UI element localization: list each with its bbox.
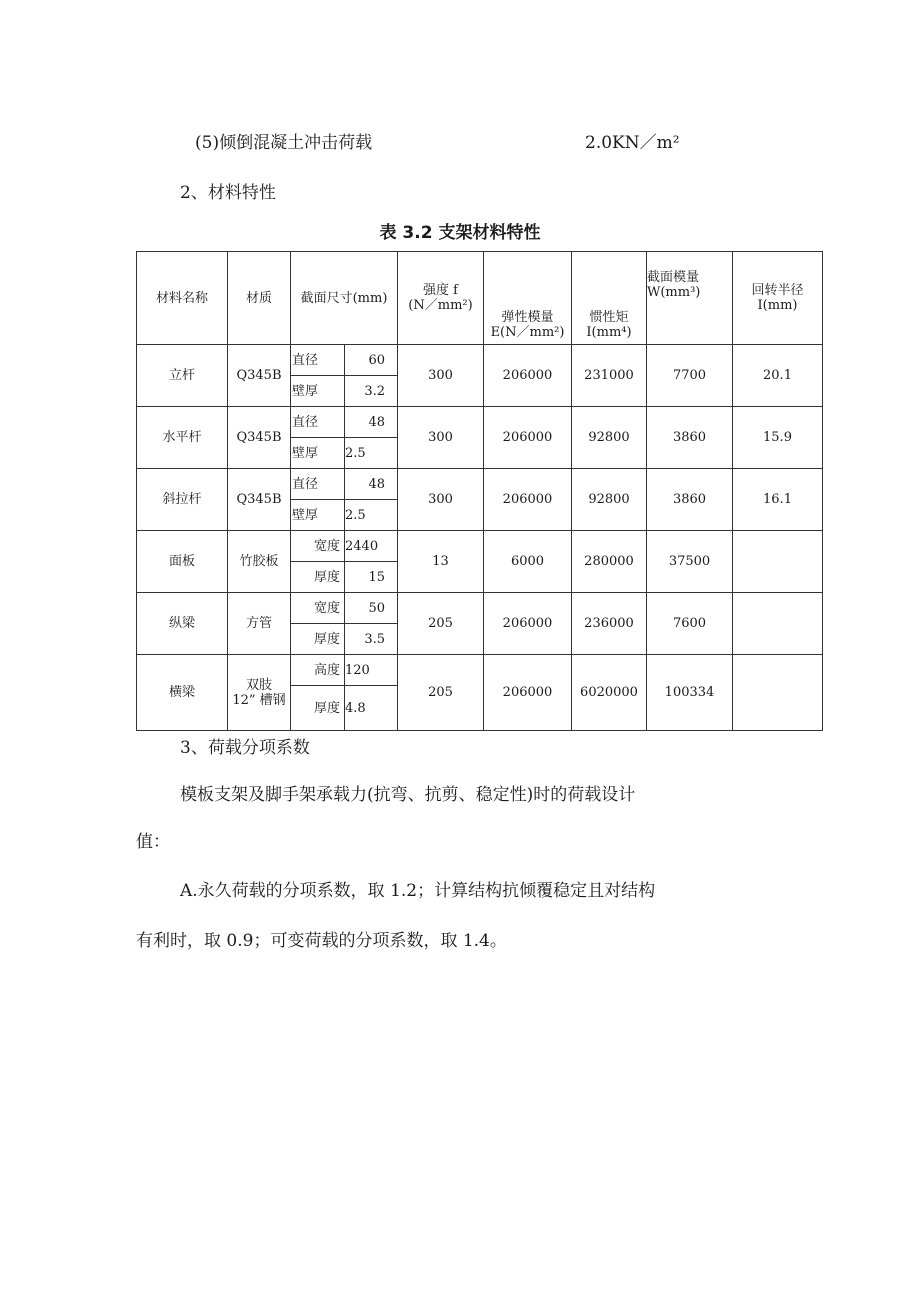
row-material: 方管 bbox=[228, 593, 291, 655]
row-radius bbox=[733, 531, 823, 593]
row-name: 纵梁 bbox=[137, 593, 228, 655]
table-row bbox=[137, 531, 823, 562]
row-dim2-label: 厚度 bbox=[291, 686, 345, 731]
row-dim2-value: 2.5 bbox=[345, 500, 398, 531]
row-strength: 300 bbox=[398, 345, 484, 407]
row-modulus: 206000 bbox=[484, 407, 572, 469]
header-material: 材质 bbox=[228, 252, 291, 345]
row-dim2-label: 厚度 bbox=[291, 562, 345, 593]
row-material: Q345B bbox=[228, 407, 291, 469]
paragraph-2-line-1: A.永久荷载的分项系数，取 1.2；计算结构抗倾覆稳定且对结构 bbox=[180, 881, 656, 901]
row-section-modulus: 100334 bbox=[647, 655, 733, 731]
row-dim1-value: 50 bbox=[345, 593, 398, 624]
row-dim1-label: 宽度 bbox=[291, 593, 345, 624]
row-dim2-value: 2.5 bbox=[345, 438, 398, 469]
material-properties-table bbox=[136, 251, 823, 731]
row-name: 立杆 bbox=[137, 345, 228, 407]
row-radius: 20.1 bbox=[733, 345, 823, 407]
header-section: 截面尺寸(mm) bbox=[291, 252, 398, 345]
row-inertia: 92800 bbox=[572, 407, 647, 469]
table-row bbox=[137, 655, 823, 686]
row-inertia: 92800 bbox=[572, 469, 647, 531]
row-dim1-value: 48 bbox=[345, 469, 398, 500]
row-dim1-label: 宽度 bbox=[291, 531, 345, 562]
row-dim2-label: 壁厚 bbox=[291, 376, 345, 407]
row-dim2-value: 3.5 bbox=[345, 624, 398, 655]
row-dim1-label: 直径 bbox=[291, 469, 345, 500]
row-dim2-label: 壁厚 bbox=[291, 438, 345, 469]
row-modulus: 6000 bbox=[484, 531, 572, 593]
section-heading-materials: 2、材料特性 bbox=[180, 183, 276, 203]
load-item-label: (5)倾倒混凝土冲击荷载 bbox=[195, 133, 373, 153]
row-radius: 16.1 bbox=[733, 469, 823, 531]
load-item-value: 2.0KN／m² bbox=[585, 133, 680, 153]
row-dim1-label: 直径 bbox=[291, 407, 345, 438]
header-radius: 回转半径 I(mm) bbox=[733, 252, 823, 345]
row-section-modulus: 3860 bbox=[647, 469, 733, 531]
row-material: 双肢 12” 槽钢 bbox=[228, 655, 291, 731]
row-dim2-value: 4.8 bbox=[345, 686, 398, 731]
section-heading-load-factors: 3、荷载分项系数 bbox=[180, 738, 310, 758]
row-dim1-value: 2440 bbox=[345, 531, 398, 562]
row-strength: 300 bbox=[398, 407, 484, 469]
table-row bbox=[137, 469, 823, 500]
header-name: 材料名称 bbox=[137, 252, 228, 345]
table-title: 表 3.2 支架材料特性 bbox=[379, 223, 541, 243]
row-section-modulus: 3860 bbox=[647, 407, 733, 469]
row-name: 横梁 bbox=[137, 655, 228, 731]
row-dim2-value: 15 bbox=[345, 562, 398, 593]
header-inertia: 惯性矩 I(mm⁴) bbox=[572, 252, 647, 345]
row-section-modulus: 7600 bbox=[647, 593, 733, 655]
paragraph-1-line-1: 模板支架及脚手架承载力(抗弯、抗剪、稳定性)时的荷载设计 bbox=[180, 785, 636, 805]
row-name: 面板 bbox=[137, 531, 228, 593]
table-row bbox=[137, 593, 823, 624]
row-dim2-label: 厚度 bbox=[291, 624, 345, 655]
paragraph-1-line-2: 值： bbox=[136, 832, 170, 852]
row-inertia: 231000 bbox=[572, 345, 647, 407]
header-modulus: 弹性模量 E(N／mm²) bbox=[484, 252, 572, 345]
row-dim1-value: 120 bbox=[345, 655, 398, 686]
row-strength: 205 bbox=[398, 593, 484, 655]
row-name: 水平杆 bbox=[137, 407, 228, 469]
row-material: 竹胶板 bbox=[228, 531, 291, 593]
row-dim1-label: 直径 bbox=[291, 345, 345, 376]
row-inertia: 236000 bbox=[572, 593, 647, 655]
row-name: 斜拉杆 bbox=[137, 469, 228, 531]
row-modulus: 206000 bbox=[484, 345, 572, 407]
table-row bbox=[137, 345, 823, 376]
row-dim1-value: 60 bbox=[345, 345, 398, 376]
row-inertia: 280000 bbox=[572, 531, 647, 593]
row-strength: 13 bbox=[398, 531, 484, 593]
row-dim2-value: 3.2 bbox=[345, 376, 398, 407]
header-strength: 强度 f (N／mm²) bbox=[398, 252, 484, 345]
row-material: Q345B bbox=[228, 345, 291, 407]
row-modulus: 206000 bbox=[484, 655, 572, 731]
row-dim2-label: 壁厚 bbox=[291, 500, 345, 531]
table-header-row bbox=[137, 252, 823, 345]
row-strength: 300 bbox=[398, 469, 484, 531]
row-inertia: 6020000 bbox=[572, 655, 647, 731]
row-radius bbox=[733, 655, 823, 731]
header-section-modulus: 截面模量 W(mm³) bbox=[647, 252, 733, 345]
row-material: Q345B bbox=[228, 469, 291, 531]
row-section-modulus: 37500 bbox=[647, 531, 733, 593]
row-dim1-value: 48 bbox=[345, 407, 398, 438]
row-section-modulus: 7700 bbox=[647, 345, 733, 407]
row-modulus: 206000 bbox=[484, 593, 572, 655]
row-dim1-label: 高度 bbox=[291, 655, 345, 686]
paragraph-2-line-2: 有利时，取 0.9；可变荷载的分项系数，取 1.4。 bbox=[136, 931, 507, 951]
row-modulus: 206000 bbox=[484, 469, 572, 531]
table-row bbox=[137, 407, 823, 438]
row-radius: 15.9 bbox=[733, 407, 823, 469]
row-strength: 205 bbox=[398, 655, 484, 731]
row-radius bbox=[733, 593, 823, 655]
